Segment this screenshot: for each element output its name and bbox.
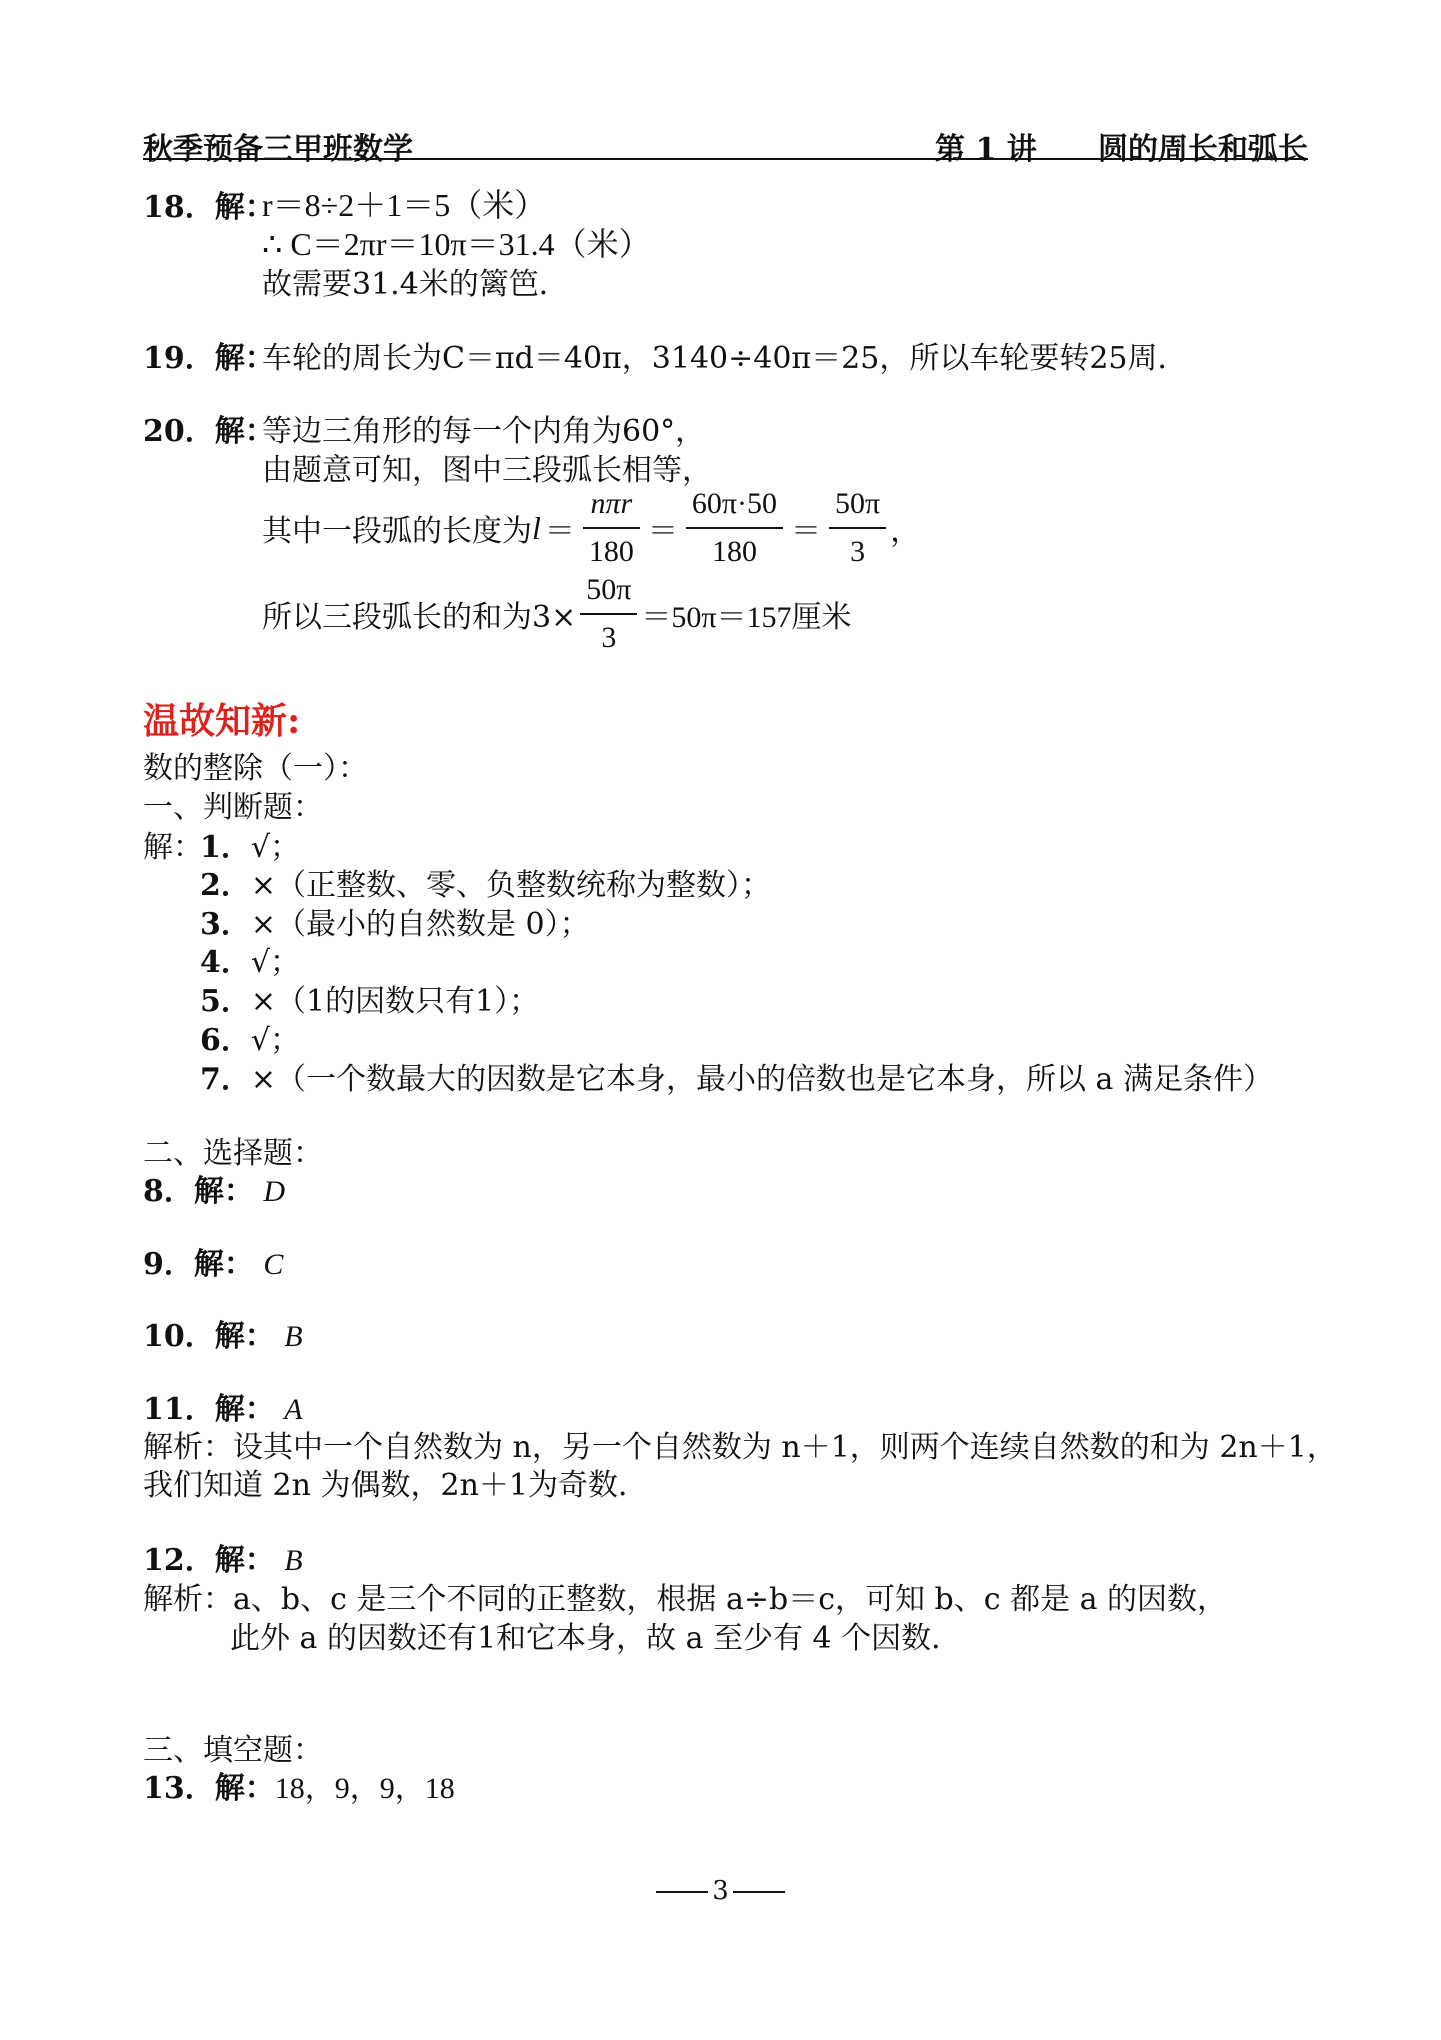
judge-item-5-number: 5． [200, 984, 251, 1019]
q20-jie: 解： [214, 414, 275, 449]
q9-answer: C [263, 1248, 284, 1281]
page-number: 3 [712, 1876, 729, 1906]
judge-item-7-text: ×（一个数最大的因数是它本身，最小的倍数也是它本身，所以 a 满足条件） [250, 1062, 1273, 1097]
q20-fraction-3-den: 3 [850, 535, 866, 568]
q19-label [143, 333, 275, 377]
judge-item-1-number: 1． [200, 830, 251, 865]
q20-line1: 等边三角形的每一个内角为60°， [262, 414, 706, 449]
q20-line4 [262, 568, 852, 660]
section-judge-heading: 一、判断题： [143, 790, 323, 825]
q10-row [143, 1311, 303, 1355]
header-rule [143, 158, 1308, 160]
q18-line2: ∴ C＝2πr＝10π＝31.4（米） [262, 226, 651, 262]
q13-answer: 18，9，9，18 [274, 1772, 455, 1805]
q20-fraction-2-den: 180 [711, 535, 757, 568]
review-subtitle: 数的整除（一）： [143, 751, 368, 786]
footer-dash-right [733, 1891, 785, 1893]
q20-line3 [262, 482, 920, 574]
q20-fraction-1-den: 180 [588, 535, 634, 568]
q19-jie: 解： [214, 341, 275, 376]
judge-item-1-text: √； [250, 830, 300, 865]
q12-answer: B [284, 1544, 303, 1577]
judge-item-6-text: √； [250, 1023, 300, 1058]
q20-fraction-2-num: 60π·50 [686, 484, 783, 529]
q20-line4-prefix: 所以三段弧长的和为3× [262, 600, 577, 635]
q20-fraction-4 [580, 570, 637, 658]
footer-dash-left [656, 1891, 708, 1893]
q10-label: 10．解： [143, 1319, 275, 1354]
q13-row [143, 1763, 455, 1807]
q12-analysis-line1: 解析：a、b、c 是三个不同的正整数，根据 a÷b＝c，可知 b、c 都是 a 的因数， [143, 1582, 1228, 1617]
q11-label: 11．解： [143, 1392, 275, 1427]
q20-fraction-1 [583, 484, 640, 572]
judge-item-4 [200, 937, 300, 981]
judge-item-6-number: 6． [200, 1023, 251, 1058]
q18-line3: 故需要31.4米的篱笆． [262, 267, 569, 302]
judge-item-4-number: 4． [200, 945, 251, 980]
q10-answer: B [284, 1320, 303, 1353]
header-topic: 圆的周长和弧长 [1098, 132, 1308, 167]
q11-answer: A [284, 1393, 303, 1426]
q8-label: 8．解： [143, 1174, 254, 1209]
q20-label [143, 406, 275, 450]
q18-line1: r＝8÷2＋1＝5（米） [262, 187, 547, 223]
judge-item-2-text: ×（正整数、零、负整数统称为整数）； [250, 868, 772, 903]
q20-eq-1: ＝ [544, 515, 575, 548]
q13-label: 13．解： [143, 1771, 275, 1806]
judge-jie: 解： [143, 830, 203, 865]
judge-item-2 [200, 860, 771, 904]
q20-line3-suffix: ， [890, 514, 921, 549]
q20-fraction-3-num: 50π [829, 484, 886, 529]
q20-l-variable: l [532, 509, 541, 546]
q20-fraction-4-den: 3 [601, 621, 617, 654]
section-choice-heading: 二、选择题： [143, 1136, 323, 1171]
q20-eq-3: ＝ [791, 515, 822, 548]
q9-label: 9．解： [143, 1247, 254, 1282]
q20-line3-prefix: 其中一段弧的长度为 [262, 514, 532, 549]
judge-item-4-text: √； [250, 945, 300, 980]
page-footer [0, 1876, 1441, 1906]
q20-fraction-1-num: nπr [583, 484, 640, 529]
q20-line4-suffix: ＝50π＝157厘米 [641, 601, 852, 634]
q20-number: 20． [143, 414, 215, 449]
q20-fraction-3 [829, 484, 886, 572]
judge-item-2-number: 2． [200, 868, 251, 903]
q18-number: 18． [143, 190, 215, 225]
q9-row [143, 1239, 283, 1283]
q8-answer: D [263, 1175, 286, 1208]
q20-fraction-4-num: 50π [580, 570, 637, 615]
q20-line2: 由题意可知，图中三段弧长相等， [262, 453, 712, 488]
header-lecture-number: 第 1 讲 [935, 132, 1037, 167]
q19-number: 19． [143, 341, 215, 376]
q18-jie: 解： [214, 190, 275, 225]
judge-item-6 [200, 1015, 300, 1059]
review-title: 温故知新: [143, 700, 301, 742]
q11-analysis-line1: 解析：设其中一个自然数为 n，另一个自然数为 n＋1，则两个连续自然数的和为 2n＋1， [143, 1430, 1337, 1465]
judge-item-3-number: 3． [200, 907, 251, 942]
q8-row [143, 1166, 285, 1210]
section-fill-heading: 三、填空题： [143, 1733, 323, 1768]
judge-item-5 [200, 976, 539, 1020]
judge-item-3-text: ×（最小的自然数是 0）； [250, 907, 590, 942]
header-course-title: 秋季预备三甲班数学 [143, 132, 413, 167]
q18-label [143, 182, 275, 226]
q20-fraction-2 [686, 484, 783, 572]
q19-text: 车轮的周长为C＝πd＝40π，3140÷40π＝25，所以车轮要转25周． [262, 341, 1188, 376]
judge-item-5-text: ×（1的因数只有1）； [250, 984, 540, 1019]
q11-analysis-line2: 我们知道 2n 为偶数，2n＋1为奇数． [143, 1468, 648, 1503]
judge-item-7-number: 7． [200, 1062, 251, 1097]
judge-item-7 [200, 1054, 1273, 1098]
q12-row [143, 1535, 303, 1579]
q12-label: 12．解： [143, 1543, 275, 1578]
q20-eq-2: ＝ [647, 515, 678, 548]
q12-analysis-line2: 此外 a 的因数还有1和它本身，故 a 至少有 4 个因数． [230, 1621, 962, 1656]
